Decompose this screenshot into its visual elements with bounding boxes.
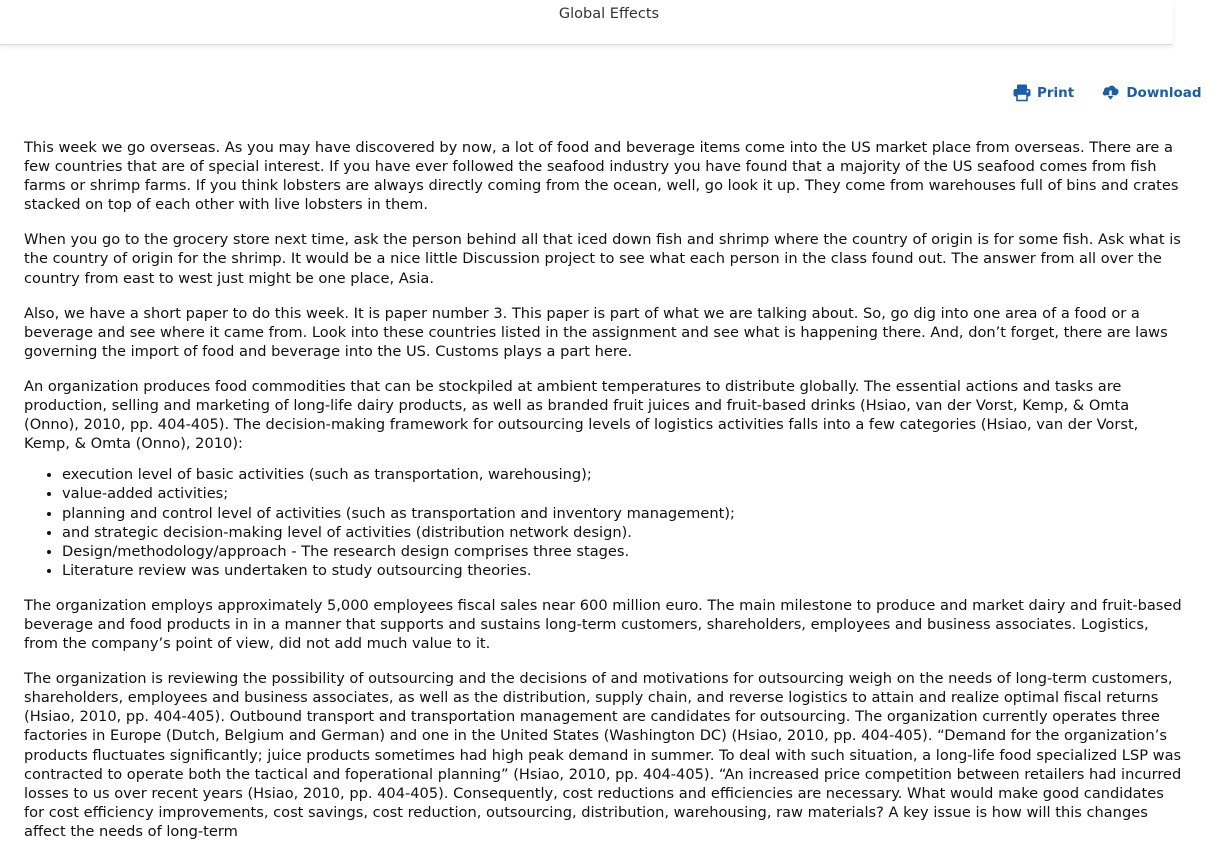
paragraph-organization-overview: An organization produces food commodities that can be stockpiled at ambient temperatures to distribute globally. The essential actions and tasks are production, selling and marketing of long-life dairy products, as well as branded fruit juices and fruit-based drinks (Hsiao, van der Vorst, Kemp, & Omta (Onno), 2010, pp. 404-405). The decision-making framework for outsourcing levels of logistics activities falls into a few categories (Hsiao, van der Vorst, Kemp, & Omta (Onno), 2010):: [24, 377, 1139, 453]
paragraph-grocery-store: When you go to the grocery store next time, ask the person behind all that iced down fish and shrimp where the country of origin is for some fish. Ask what is the country of origin for the shrimp. It would be a nice little Discussion project to see what each person in the class found out. The answer from all over the country from east to west just might be one place, Asia.: [24, 231, 1181, 287]
document-toolbar: [1013, 82, 1224, 104]
print-label: Print: [1037, 84, 1075, 101]
outsourcing-levels-list: [24, 465, 1184, 580]
paragraph-outsourcing-review: The organization is reviewing the possibility of outsourcing and the decisions of and motivations for outsourcing weigh on the needs of long-term customers, shareholders, employees and business associates, as well as the distribution, supply chain, and reverse logistics to attain and realize optimal fiscal returns (Hsiao, 2010, pp. 404-405). Outbound transport and transportation management are candidates for outsourcing. The organization currently operates three factories in Europe (Dutch, Belgium and German) and one in the United States (Washington DC) (Hsiao, 2010, pp. 404-405). “Demand for the organization’s products fluctuates significantly; juice products sometimes had high peak demand in summer. To deal with such situation, a long-life food specialized LSP was contracted to operate both the tactical and foperational planning” (Hsiao, 2010, pp. 404-405). “An increased price competition between retailers had incurred losses to us over recent years (Hsiao, 2010, pp. 404-405). Consequently, cost reductions and efficiencies are necessary. What would make good candidates for cost efficiency improvements, cost savings, cost reduction, outsourcing, distribution, warehousing, raw materials? A key issue is how will this changes affect the needs of long-term: [24, 670, 1182, 840]
download-button[interactable]: [1101, 84, 1201, 101]
paragraph-employees: The organization employs approximately 5,000 employees fiscal sales near 600 million euro. The main milestone to produce and market dairy and fruit-based beverage and food products in in a manner that supports and sustains long-term customers, shareholders, employees and business associates. Logistics, from the company’s point of view, did not add much value to it.: [24, 596, 1182, 653]
download-label: Download: [1126, 84, 1202, 101]
print-button[interactable]: [1013, 84, 1074, 101]
list-item: • Literature review was undertaken to study outsourcing theories.: [62, 561, 1184, 580]
cloud-download-icon: [1101, 84, 1120, 101]
list-item: • Design/methodology/approach - The research design comprises three stages.: [62, 542, 1184, 561]
list-item: • execution level of basic activities (such as transportation, warehousing);: [62, 465, 1184, 484]
page-title: Global Effects: [558, 6, 660, 22]
list-item: • and strategic decision-making level of activities (distribution network design).: [62, 523, 1184, 542]
printer-icon: [1013, 84, 1031, 101]
paragraph-overseas-intro: This week we go overseas. As you may have discovered by now, a lot of food and beverage items come into the US market place from overseas. There are a few countries that are of special interest. If you have ever followed the seafood industry you have found that a majority of the US seafood comes from fish farms or shrimp farms. If you think lobsters are always directly coming from the ocean, well, go look it up. They come from warehouses full of bins and crates stacked on top of each other with live lobsters in them.: [24, 139, 1179, 214]
top-header-bar: [0, 0, 1173, 45]
paragraph-short-paper: Also, we have a short paper to do this week. It is paper number 3. This paper is part of what we are talking about. So, go dig into one area of a food or a beverage and see where it came from. Look into these countries listed in the assignment and see what is happening there. And, don’t forget, there are laws governing the import of food and beverage into the US. Customs plays a part here.: [24, 304, 1168, 360]
article-body: [24, 138, 1184, 857]
list-item: • planning and control level of activities (such as transportation and inventory management);: [62, 504, 1184, 523]
list-item: • value-added activities;: [62, 484, 1184, 503]
